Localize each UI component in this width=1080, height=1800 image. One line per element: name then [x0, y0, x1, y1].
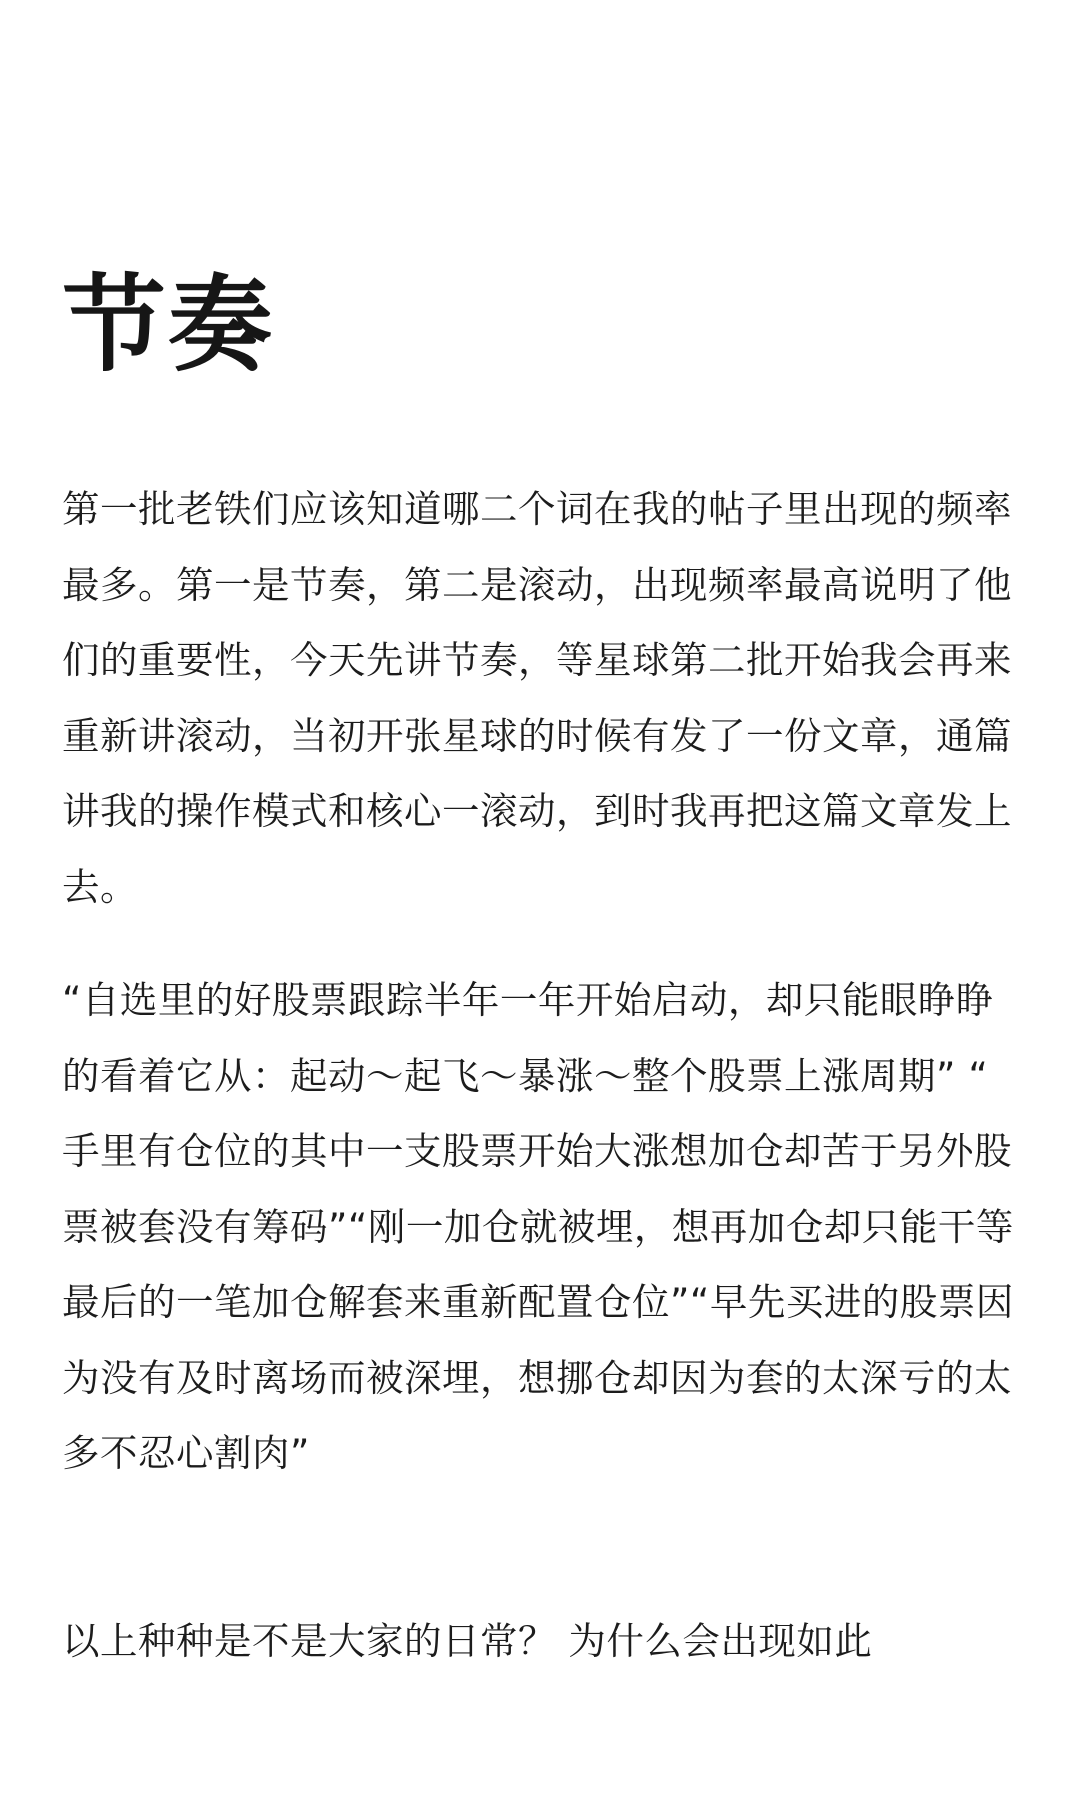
article-paragraph-2: “自选里的好股票跟踪半年一年开始启动，却只能眼睁睁的看着它从：起动～起飞～暴涨～整个股票上涨周期” “手里有仓位的其中一支股票开始大涨想加仓却苦于另外股票被套没有筹码”“刚一加仓就被埋，想再加仓却只能干等最后的一笔加仓解套来重新配置仓位”“早先买进的股票因为没有及时离场而被深埋，想挪仓却因为套的太深亏的太多不忍心割肉” [62, 978, 1014, 1475]
article-paragraph-3: 以上种种是不是大家的日常？ 为什么会出现如此 [62, 1619, 873, 1663]
article-title: 节奏 [62, 264, 275, 386]
article-paragraph-1: 第一批老铁们应该知道哪二个词在我的帖子里出现的频率最多。第一是节奏，第二是滚动，出现频率最高说明了他们的重要性，今天先讲节奏，等星球第二批开始我会再来重新讲滚动，当初开张星球的时候有发了一份文章，通篇讲我的操作模式和核心一滚动，到时我再把这篇文章发上去。 [62, 487, 1012, 909]
